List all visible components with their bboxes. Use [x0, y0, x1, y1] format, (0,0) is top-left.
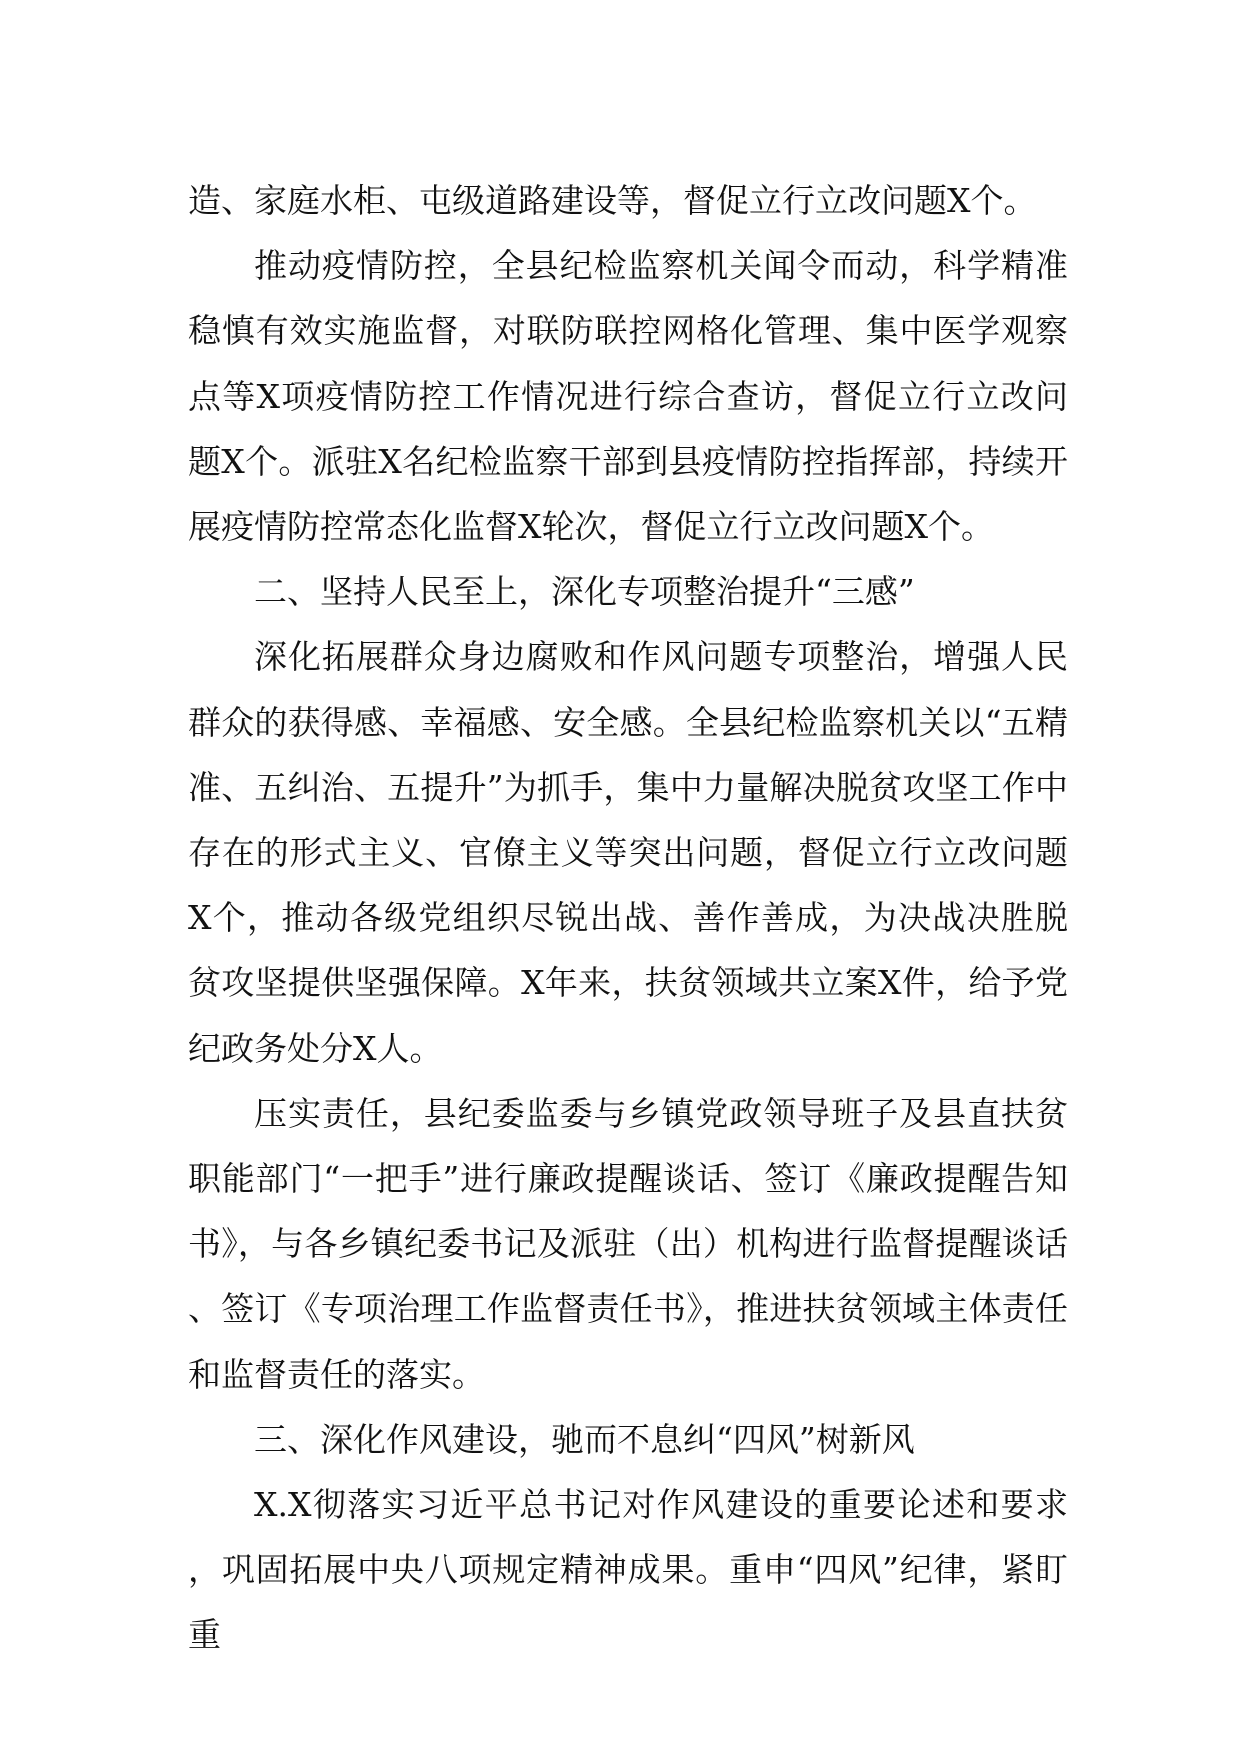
document-body: [188, 168, 1068, 1668]
paragraph-special-rectification: 深化拓展群众身边腐败和作风问题专项整治，增强人民群众的获得感、幸福感、安全感。全县纪检监察机关以“五精准、五纠治、五提升”为抓手，集中力量解决脱贫攻坚工作中存在的形式主义、官僚主义等突出问题，督促立行立改问题X个，推动各级党组织尽锐出战、善作善成，为决战决胜脱贫攻坚提供坚强保障。X年来，扶贫领域共立案X件，给予党纪政务处分X人。: [188, 637, 1068, 1068]
paragraph-epidemic-prevention: 推动疫情防控，全县纪检监察机关闻令而动，科学精准稳慎有效实施监督，对联防联控网格化管理、集中医学观察点等X项疫情防控工作情况进行综合查访，督促立行立改问题X个。派驻X名纪检监察干部到县疫情防控指挥部，持续开展疫情防控常态化监督X轮次，督促立行立改问题X个。: [188, 246, 1068, 547]
paragraph-continuation: 造、家庭水柜、屯级道路建设等，督促立行立改问题X个。: [188, 181, 1037, 220]
section-heading-three: 三、深化作风建设，驰而不息纠“四风”树新风: [254, 1419, 915, 1459]
paragraph-work-style: X.X彻落实习近平总书记对作风建设的重要论述和要求，巩固拓展中央八项规定精神成果。重申“四风”纪律，紧盯重: [188, 1485, 1068, 1655]
paragraph-responsibility: 压实责任，县纪委监委与乡镇党政领导班子及县直扶贫职能部门“一把手”进行廉政提醒谈话、签订《廉政提醒告知书》，与各乡镇纪委书记及派驻（出）机构进行监督提醒谈话、签订《专项治理工作监督责任书》，推进扶贫领域主体责任和监督责任的落实。: [188, 1093, 1068, 1394]
section-heading-two: 二、坚持人民至上，深化专项整治提升“三感”: [254, 572, 915, 612]
